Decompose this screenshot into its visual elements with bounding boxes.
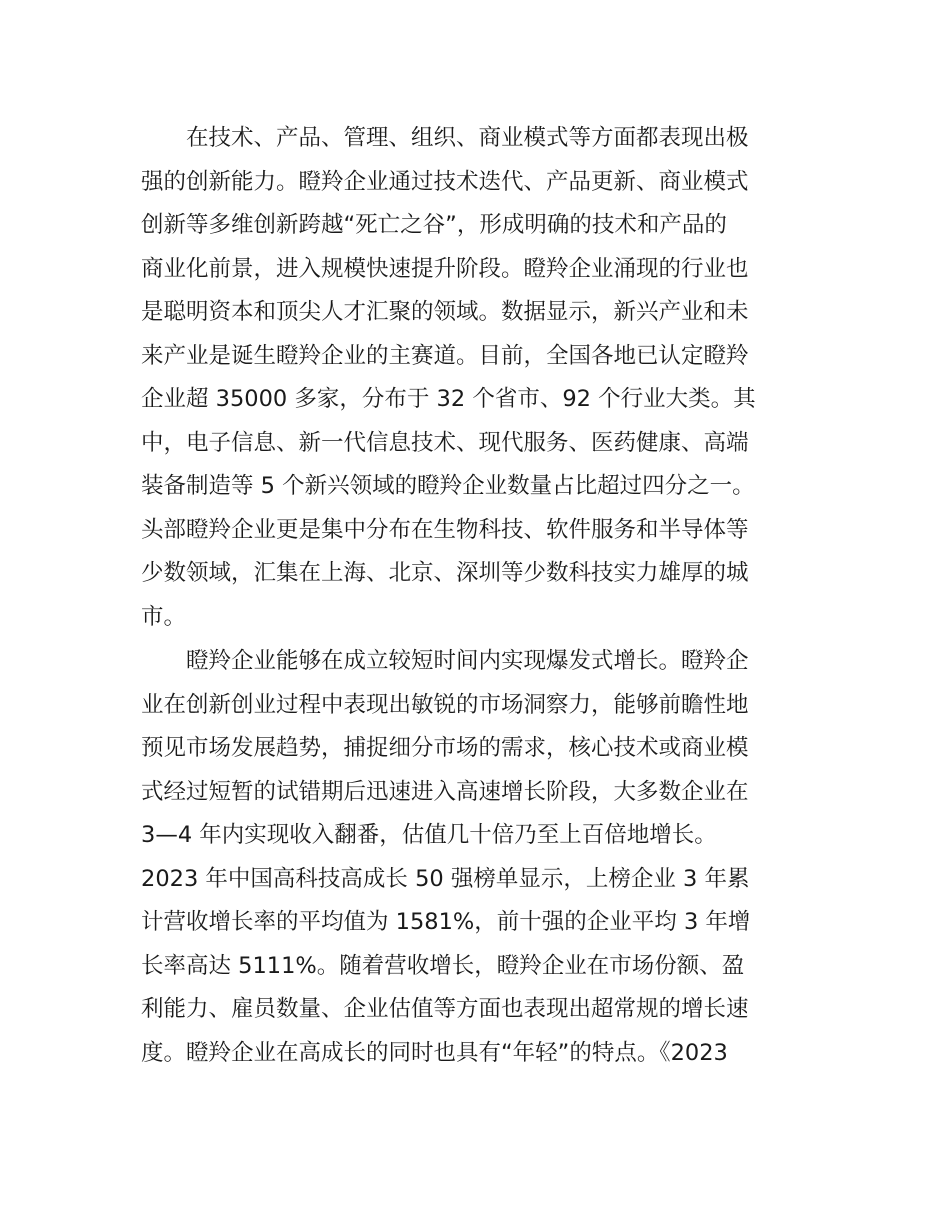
text-line: 中，电子信息、新一代信息技术、现代服务、医药健康、高端: [141, 429, 749, 456]
text-line: 计营收增长率的平均值为 1581%，前十强的企业平均 3 年增: [141, 909, 751, 935]
text-line: 创新等多维创新跨越“死亡之谷”，形成明确的技术和产品的: [141, 212, 727, 238]
text-line: 预见市场发展趋势，捕捉细分市场的需求，核心技术或商业模: [141, 735, 749, 761]
text-line: 2023 年中国高科技高成长 50 强榜单显示，上榜企业 3 年累: [141, 865, 750, 892]
paragraph-innovation: [141, 117, 821, 639]
text-line: 来产业是诞生瞪羚企业的主赛道。目前，全国各地已认定瞪羚: [141, 342, 749, 369]
paragraph-growth: [141, 640, 821, 1075]
text-line: 装备制造等 5 个新兴领域的瞪羚企业数量占比超过四分之一。: [141, 473, 755, 499]
text-line: 长率高达 5111%。随着营收增长，瞪羚企业在市场份额、盈: [141, 952, 745, 979]
text-line: 市。: [141, 603, 187, 630]
text-line: 企业超 35000 多家，分布于 32 个省市、92 个行业大类。其: [141, 386, 756, 412]
text-line: 3—4 年内实现收入翻番，估值几十倍乃至上百倍地增长。: [141, 822, 717, 848]
text-line: 少数领域，汇集在上海、北京、深圳等少数科技实力雄厚的城: [141, 560, 749, 586]
text-line: 强的创新能力。瞪羚企业通过技术迭代、产品更新、商业模式: [141, 168, 749, 195]
text-line: 业在创新创业过程中表现出敏锐的市场洞察力，能够前瞻性地: [141, 691, 749, 718]
text-line: 是聪明资本和顶尖人才汇聚的领域。数据显示，新兴产业和未: [141, 299, 749, 325]
text-line: 商业化前景，进入规模快速提升阶段。瞪羚企业涌现的行业也: [141, 255, 749, 282]
text-line: 度。瞪羚企业在高成长的同时也具有“年轻”的特点。《2023: [141, 1039, 728, 1066]
text-line: 利能力、雇员数量、企业估值等方面也表现出超常规的增长速: [141, 996, 749, 1022]
text-line: 式经过短暂的试错期后迅速进入高速增长阶段，大多数企业在: [141, 778, 749, 805]
text-line: 头部瞪羚企业更是集中分布在生物科技、软件服务和半导体等: [141, 516, 749, 543]
text-line: 在技术、产品、管理、组织、商业模式等方面都表现出极: [186, 125, 749, 151]
text-line: 瞪羚企业能够在成立较短时间内实现爆发式增长。瞪羚企: [186, 648, 749, 674]
